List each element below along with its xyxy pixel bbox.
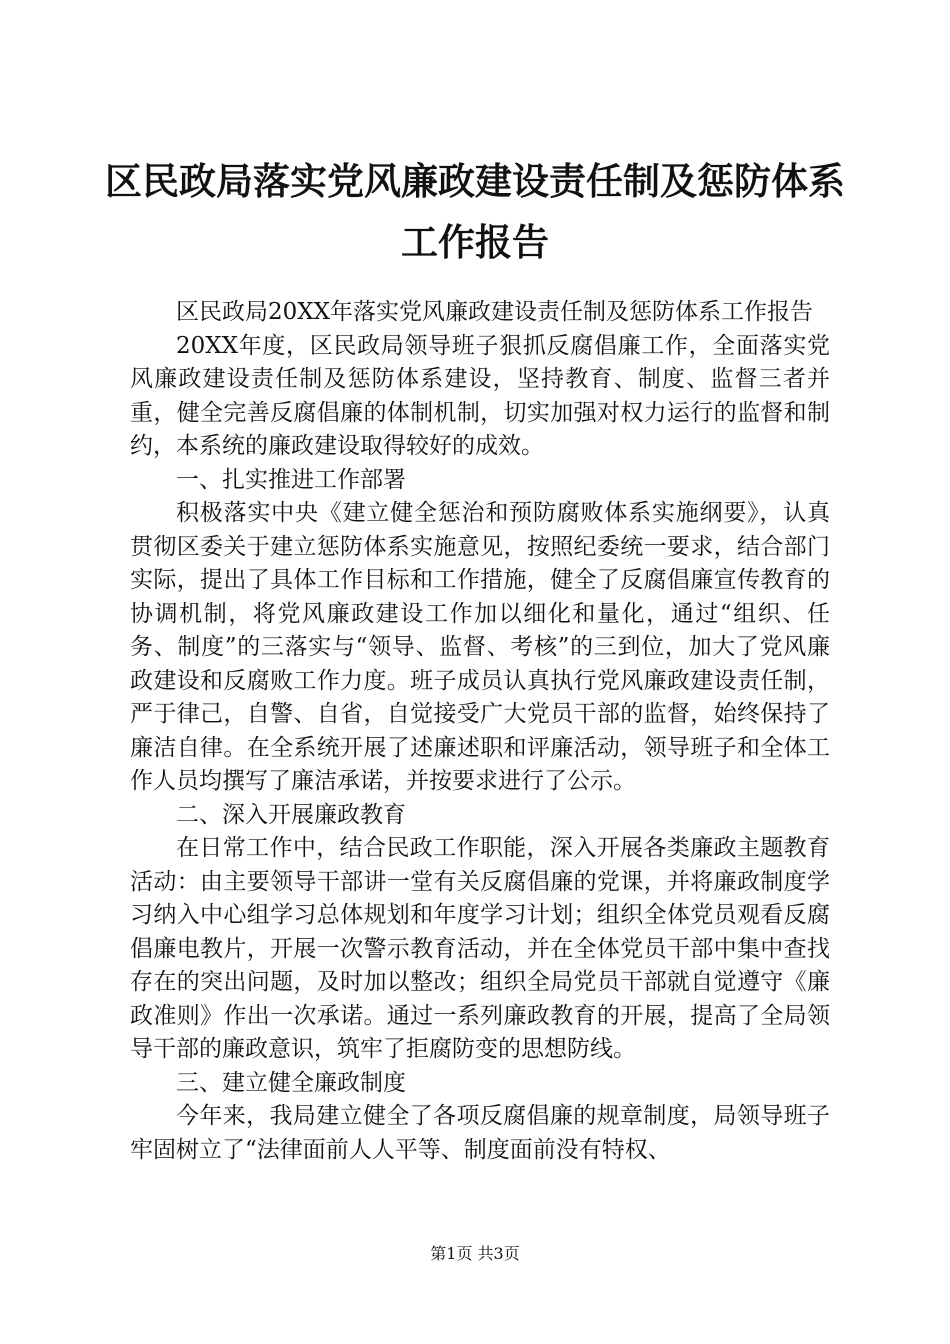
paragraph-intro: 20XX年度，区民政局领导班子狠抓反腐倡廉工作，全面落实党风廉政建设责任制及惩防体系建设，坚持教育、制度、监督三者并重，健全完善反腐倡廉的体制机制，切实加强对权力运行的监督和制约，本系统的廉政建设取得较好的成效。 (130, 332, 830, 459)
paragraph-section-2: 在日常工作中，结合民政工作职能，深入开展各类廉政主题教育活动：由主要领导干部讲一堂有关反腐倡廉的党课，并将廉政制度学习纳入中心组学习总体规划和年度学习计划；组织全体党员观看反腐倡廉电教片，开展一次警示教育活动，并在全体党员干部中集中查找存在的突出问题，及时加以整改；组织全局党员干部就自觉遵守《廉政准则》作出一次承诺。通过一系列廉政教育的开展，提高了全局领导干部的廉政意识，筑牢了拒腐防变的思想防线。 (130, 835, 830, 1062)
paragraph-section-1: 积极落实中央《建立健全惩治和预防腐败体系实施纲要》，认真贯彻区委关于建立惩防体系实施意见，按照纪委统一要求，结合部门实际，提出了具体工作目标和工作措施，健全了反腐倡廉宣传教育的协调机制，将党风廉政建设工作加以细化和量化，通过“组织、任务、制度”的三落实与“领导、监督、考核”的三到位，加大了党风廉政建设和反腐败工作力度。班子成员认真执行党风廉政建设责任制，严于律己，自警、自省，自觉接受广大党员干部的监督，始终保持了廉洁自律。在全系统开展了述廉述职和评廉活动，领导班子和全体工作人员均撰写了廉洁承诺，并按要求进行了公示。 (130, 500, 830, 794)
section-heading-1: 一、扎实推进工作部署 (176, 466, 406, 493)
document-title-line-2: 工作报告 (401, 220, 549, 264)
paragraph-section-3: 今年来，我局建立健全了各项反腐倡廉的规章制度，局领导班子牢固树立了“法律面前人人平等、制度面前没有特权、 (130, 1103, 830, 1163)
document-title-line-1: 区民政局落实党风廉政建设责任制及惩防体系 (105, 159, 845, 203)
document-body (130, 296, 830, 1167)
section-heading-2: 二、深入开展廉政教育 (176, 801, 406, 828)
paragraph-report-heading: 区民政局20XX年落实党风廉政建设责任制及惩防体系工作报告 (176, 299, 814, 325)
section-heading-3: 三、建立健全廉政制度 (176, 1069, 406, 1096)
page-number-footer: 第1页 共3页 (430, 1244, 520, 1263)
